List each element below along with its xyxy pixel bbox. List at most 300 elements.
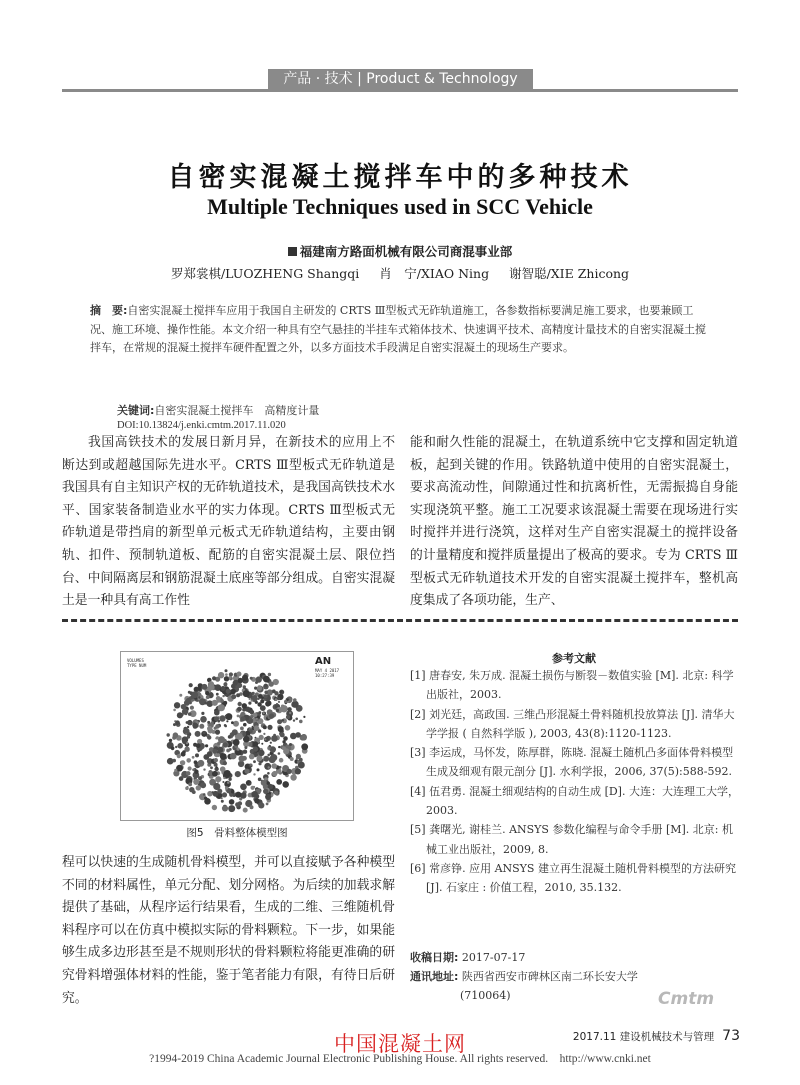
aggregate-particles xyxy=(121,652,353,820)
aggregate-particle xyxy=(251,786,255,790)
aggregate-particle xyxy=(188,766,192,770)
aggregate-particle xyxy=(180,760,185,765)
aggregate-particle xyxy=(200,716,207,723)
aggregate-particle xyxy=(187,735,190,738)
aggregate-particle xyxy=(204,798,211,805)
aggregate-particle xyxy=(212,749,217,754)
aggregate-particle xyxy=(265,699,267,701)
aggregate-particle xyxy=(251,700,253,702)
aggregate-particle xyxy=(240,727,244,731)
aggregate-particle xyxy=(278,701,280,703)
footer-journal: 2017.11 建设机械技术与管理 xyxy=(572,1031,715,1043)
aggregate-particle xyxy=(205,744,208,747)
aggregate-particle xyxy=(264,694,268,698)
author-1: 罗郑裳棋/LUOZHENG Shangqi xyxy=(170,266,360,281)
aggregate-particle xyxy=(205,691,209,695)
aggregate-particle xyxy=(295,768,301,774)
aggregate-particle xyxy=(212,676,216,680)
aggregate-particle xyxy=(257,768,260,771)
aggregate-particle xyxy=(216,766,218,768)
aggregate-particle xyxy=(167,733,170,736)
reference-item: [4] 伍君勇. 混凝土细观结构的自动生成 [D]. 大连：大连理工大学，2003. xyxy=(410,784,739,818)
aggregate-particle xyxy=(240,716,245,721)
aggregate-particle xyxy=(228,805,235,812)
aggregate-particle xyxy=(268,747,271,750)
received-date: 2017-07-17 xyxy=(461,951,526,964)
aggregate-particle xyxy=(264,691,268,695)
aggregate-particle xyxy=(293,719,295,721)
aggregate-particle xyxy=(249,783,251,785)
aggregate-particle xyxy=(257,755,263,761)
aggregate-particle xyxy=(171,746,175,750)
title-english: Multiple Techniques used in SCC Vehicle xyxy=(207,194,593,219)
aggregate-particle xyxy=(225,715,227,717)
aggregate-particle xyxy=(253,773,255,775)
aggregate-particle xyxy=(296,757,298,759)
aggregate-particle xyxy=(212,700,218,706)
reference-item: [3] 李运成，马怀发，陈厚群，陈晓. 混凝土随机凸多面体骨料模型生成及细观有限元剖分 [J]. 水利学报，2006, 37(5):588-592. xyxy=(410,746,734,779)
aggregate-particle xyxy=(235,792,241,798)
aggregate-particle xyxy=(233,739,240,746)
aggregate-particle xyxy=(221,797,223,799)
aggregate-particle xyxy=(222,781,224,783)
aggregate-particle xyxy=(264,684,267,687)
aggregate-particle xyxy=(293,698,297,702)
aggregate-particle xyxy=(215,724,220,729)
aggregate-particle xyxy=(239,755,245,761)
aggregate-particle xyxy=(214,758,218,762)
aggregate-particle xyxy=(185,786,189,790)
aggregate-particle xyxy=(187,726,189,728)
aggregate-particle xyxy=(268,673,271,676)
aggregate-particle xyxy=(219,715,225,721)
abstract-label: 摘 要: xyxy=(90,304,128,317)
aggregate-particle xyxy=(253,760,256,763)
aggregate-particle xyxy=(243,723,247,727)
aggregate-particle xyxy=(250,764,252,766)
aggregate-particle xyxy=(257,686,262,691)
author-3: 谢智聪/XIE Zhicong xyxy=(509,266,630,281)
aggregate-particle xyxy=(230,718,232,720)
affiliation-text: 福建南方路面机械有限公司商混事业部 xyxy=(299,244,513,259)
aggregate-particle xyxy=(188,712,192,716)
aggregate-particle xyxy=(193,743,197,747)
copyright-line: ?1994-2019 China Academic Journal Electronic Publishing House. All rights reserved. http://www.cnki.net xyxy=(149,1053,651,1065)
aggregate-particle xyxy=(226,689,231,694)
aggregate-particle xyxy=(186,721,189,724)
aggregate-particle xyxy=(223,761,227,765)
aggregate-particle xyxy=(282,740,285,743)
aggregate-particle xyxy=(282,719,285,722)
aggregate-particle xyxy=(267,754,270,757)
aggregate-particle xyxy=(290,757,294,761)
aggregate-particle xyxy=(263,733,265,735)
aggregate-particle xyxy=(195,753,199,757)
aggregate-particle xyxy=(182,708,188,714)
aggregate-particle xyxy=(256,718,258,720)
aggregate-particle xyxy=(223,742,228,747)
aggregate-particle xyxy=(182,740,186,744)
aggregate-particle xyxy=(253,713,258,718)
aggregate-particle xyxy=(242,703,247,708)
aggregate-particle xyxy=(248,702,251,705)
aggregate-particle xyxy=(220,753,227,760)
aggregate-particle xyxy=(270,742,272,744)
aggregate-particle xyxy=(254,725,260,731)
aggregate-particle xyxy=(200,782,206,788)
aggregate-particle xyxy=(204,702,207,705)
body-left-column: 我国高铁技术的发展日新月异，在新技术的应用上不断达到或超越国际先进水平。CRTS Ⅲ型板式无砟轨道是我国具有自主知识产权的无砟轨道技术，是我国高铁技术水平、国家装备制造业水平的实力体现。CRTS Ⅲ型板式无砟轨道是带挡肩的新型单元板式无砟轨道结构，主要由钢轨、扣件、预制轨道板、配筋的自密实混凝土层、限位挡台、中间隔离层和钢筋混凝土底座等部分组成。自密实混凝土是一种具有高工作性 xyxy=(62,435,395,609)
aggregate-particle xyxy=(250,677,253,680)
aggregate-particle xyxy=(291,736,293,738)
figure-date: MAY 4 2017 xyxy=(315,668,340,673)
aggregate-particle xyxy=(263,756,269,762)
aggregate-particle xyxy=(256,676,262,682)
aggregate-particle xyxy=(287,769,292,774)
aggregate-particle xyxy=(243,750,247,754)
aggregate-particle xyxy=(223,777,225,779)
body-right-column: 能和耐久性能的混凝土，在轨道系统中它支撑和固定轨道板，起到关键的作用。铁路轨道中使用的自密实混凝土，要求高流动性，间隙通过性和抗离析性，无需振捣自身能实现浇筑平整。施工工况要求该混凝土需要在现场进行实时搅拌并进行浇筑，这样对生产自密实混凝土的搅拌设备的计量精度和搅拌质量提出了极高的要求。专为 CRTS Ⅲ型板式无砟轨道技术开发的自密实混凝土搅拌车，整机高度集成了各项功能，生产、 xyxy=(410,435,738,609)
aggregate-particle xyxy=(243,736,250,743)
aggregate-particle xyxy=(225,673,228,676)
aggregate-particle xyxy=(222,792,227,797)
aggregate-particle xyxy=(263,676,270,683)
aggregate-particle xyxy=(235,771,241,777)
aggregate-particle xyxy=(221,800,224,803)
aggregate-particle xyxy=(285,725,291,731)
aggregate-particle xyxy=(195,724,199,728)
aggregate-particle xyxy=(277,697,280,700)
aggregate-particle xyxy=(258,778,262,782)
aggregate-particle xyxy=(284,700,287,703)
aggregate-particle xyxy=(271,735,278,742)
aggregate-particle xyxy=(267,772,270,775)
reference-item: [1] 唐春安, 朱万成. 混凝土损伤与断裂－数值实验 [M]. 北京: 科学出版社，2003. xyxy=(410,669,734,702)
aggregate-particle xyxy=(216,753,220,757)
aggregate-particle xyxy=(174,769,177,772)
aggregate-particle xyxy=(186,758,191,763)
aggregate-particle xyxy=(269,756,276,763)
aggregate-particle xyxy=(272,689,276,693)
aggregate-particle xyxy=(271,763,277,769)
aggregate-particle xyxy=(272,771,277,776)
aggregate-particle xyxy=(237,672,242,677)
aggregate-particle xyxy=(213,784,217,788)
aggregate-particle xyxy=(276,703,278,705)
aggregate-particle xyxy=(197,739,202,744)
aggregate-particle xyxy=(228,778,231,781)
aggregate-particle xyxy=(264,738,266,740)
aggregate-particle xyxy=(276,709,279,712)
aggregate-particle xyxy=(263,725,267,729)
aggregate-particle xyxy=(267,725,272,730)
aggregate-particle xyxy=(244,746,247,749)
aggregate-particle xyxy=(286,715,290,719)
aggregate-particle xyxy=(237,748,240,751)
reference-item: [2] 刘光廷，高政国. 三维凸形混凝土骨料随机投放算法 [J]. 清华大学学报 ( 自然科学版 ), 2003, 43(8):1120-1123. xyxy=(410,707,735,740)
aggregate-particle xyxy=(287,707,291,711)
aggregate-particle xyxy=(243,685,246,688)
aggregate-particle xyxy=(280,732,285,737)
aggregate-particle xyxy=(177,712,183,718)
aggregate-particle xyxy=(216,736,219,739)
aggregate-particle xyxy=(198,776,202,780)
figure-aggregate-model xyxy=(120,651,354,821)
aggregate-particle xyxy=(214,710,220,716)
aggregate-particle xyxy=(274,791,278,795)
aggregate-particle xyxy=(177,743,183,749)
aggregate-particle xyxy=(192,699,195,702)
aggregate-particle xyxy=(186,771,191,776)
aggregate-particle xyxy=(269,701,271,703)
aggregate-particle xyxy=(303,716,305,718)
aggregate-particle xyxy=(237,715,240,718)
keywords-text: 自密实混凝土搅拌车 高精度计量 xyxy=(154,404,320,417)
aggregate-particle xyxy=(195,731,201,737)
aggregate-particle xyxy=(301,735,307,741)
aggregate-particle xyxy=(203,768,205,770)
aggregate-particle xyxy=(202,731,205,734)
aggregate-particle xyxy=(276,779,282,785)
aggregate-particle xyxy=(282,746,286,750)
aggregate-particle xyxy=(263,712,265,714)
aggregate-particle xyxy=(237,707,242,712)
aggregate-particle xyxy=(169,739,172,742)
aggregate-particle xyxy=(198,760,205,767)
aggregate-particle xyxy=(206,695,210,699)
aggregate-particle xyxy=(216,693,219,696)
aggregate-particle xyxy=(263,789,268,794)
aggregate-particle xyxy=(226,720,228,722)
aggregate-particle xyxy=(203,793,206,796)
aggregate-particle xyxy=(261,780,267,786)
aggregate-particle xyxy=(236,733,243,740)
aggregate-particle xyxy=(278,726,284,732)
aggregate-particle xyxy=(227,781,230,784)
aggregate-particle xyxy=(254,798,259,803)
aggregate-particle xyxy=(240,784,247,791)
aggregate-particle xyxy=(215,776,221,782)
aggregate-particle xyxy=(231,790,234,793)
aggregate-particle xyxy=(185,733,187,735)
aggregate-particle xyxy=(232,729,238,735)
aggregate-particle xyxy=(268,766,270,768)
aggregate-particle xyxy=(230,753,237,760)
aggregate-particle xyxy=(211,721,214,724)
aggregate-particle xyxy=(258,750,264,756)
aggregate-particle xyxy=(242,675,248,681)
references-title: 参考文献 xyxy=(552,652,596,665)
aggregate-particle xyxy=(292,701,299,708)
aggregate-particle xyxy=(194,760,198,764)
received-label: 收稿日期: xyxy=(410,951,459,964)
aggregate-particle xyxy=(243,808,248,813)
address-label: 通讯地址: xyxy=(410,970,459,983)
authors xyxy=(0,264,800,282)
cmtm-logo: Cmtm xyxy=(658,989,715,1009)
aggregate-particle xyxy=(174,702,180,708)
aggregate-particle xyxy=(192,756,195,759)
aggregate-particle xyxy=(201,712,204,715)
aggregate-particle xyxy=(231,694,236,699)
aggregate-particle xyxy=(207,751,213,757)
reference-item: [5] 龚曙光, 谢桂兰. ANSYS 参数化编程与命令手册 [M]. 北京: 机械工业出版社，2009, 8. xyxy=(410,823,733,856)
aggregate-particle xyxy=(290,733,297,740)
references-list xyxy=(410,666,740,898)
aggregate-particle xyxy=(210,766,213,769)
aggregate-particle xyxy=(266,803,269,806)
dashed-divider xyxy=(62,619,738,622)
aggregate-particle xyxy=(233,721,239,727)
aggregate-particle xyxy=(202,684,208,690)
aggregate-particle xyxy=(225,786,228,789)
aggregate-particle xyxy=(218,704,225,711)
aggregate-particle xyxy=(299,720,303,724)
aggregate-particle xyxy=(261,743,263,745)
aggregate-particle xyxy=(198,750,200,752)
aggregate-particle xyxy=(229,672,233,676)
aggregate-particle xyxy=(222,805,228,811)
keywords xyxy=(117,402,319,418)
abstract xyxy=(90,302,712,358)
watermark: 中国混凝土网 xyxy=(334,1032,466,1056)
aggregate-particle xyxy=(198,696,200,698)
aggregate-particle xyxy=(175,720,180,725)
figure-caption: 图5 骨料整体模型图 xyxy=(186,827,288,839)
abstract-text: 自密实混凝土搅拌车应用于我国自主研发的 CRTS Ⅲ型板式无砟轨道施工，各参数指标要满足施工要求，也要兼顾工况、施工环境、操作性能。本文介绍一种具有空气悬挂的半挂车式箱体技术、快速调平技术、高精度计量技术的自密实混凝土搅拌车，在常规的混凝土搅拌车硬件配置之外，以多方面技术手段满足自密实混凝土的现场生产要求。 xyxy=(90,304,706,354)
title-chinese: 自密实混凝土搅拌车中的多种技术 xyxy=(167,162,633,193)
aggregate-particle xyxy=(207,735,211,739)
aggregate-particle xyxy=(249,754,255,760)
aggregate-particle xyxy=(289,743,292,746)
aggregate-particle xyxy=(253,747,258,752)
aggregate-particle xyxy=(238,702,242,706)
aggregate-particle xyxy=(226,749,230,753)
aggregate-particle xyxy=(217,742,221,746)
aggregate-particle xyxy=(243,690,250,697)
address-line xyxy=(410,967,740,986)
aggregate-particle xyxy=(278,752,281,755)
aggregate-particle xyxy=(217,747,223,753)
aggregate-particle xyxy=(251,791,258,798)
aggregate-particle xyxy=(188,721,193,726)
aggregate-particle xyxy=(173,732,179,738)
aggregate-particle xyxy=(199,724,204,729)
affiliation xyxy=(0,242,800,260)
aggregate-particle xyxy=(212,771,218,777)
received-line xyxy=(410,948,740,967)
aggregate-particle xyxy=(189,683,193,687)
aggregate-particle xyxy=(214,763,218,767)
aggregate-particle xyxy=(244,769,249,774)
aggregate-particle xyxy=(212,805,217,810)
aggregate-particle xyxy=(278,746,280,748)
header-rule xyxy=(62,89,738,92)
aggregate-particle xyxy=(181,775,184,778)
aggregate-particle xyxy=(257,702,261,706)
aggregate-particle xyxy=(250,805,254,809)
aggregate-particle xyxy=(216,696,221,701)
aggregate-particle xyxy=(280,705,287,712)
aggregate-particle xyxy=(181,752,186,757)
aggregate-particle xyxy=(275,698,278,701)
aggregate-particle xyxy=(261,696,264,699)
aggregate-particle xyxy=(279,691,282,694)
aggregate-particle xyxy=(218,672,224,678)
aggregate-particle xyxy=(184,700,190,706)
aggregate-particle xyxy=(193,779,199,785)
section-band: 产品 · 技术 | Product & Technology xyxy=(268,69,533,89)
aggregate-particle xyxy=(235,802,240,807)
keywords-label: 关键词: xyxy=(117,404,155,417)
figure-label-line: VOLUMES xyxy=(127,658,144,663)
aggregate-particle xyxy=(269,681,274,686)
aggregate-particle xyxy=(289,712,291,714)
aggregate-particle xyxy=(215,730,220,735)
aggregate-particle xyxy=(264,763,271,770)
aggregate-particle xyxy=(207,726,212,731)
aggregate-particle xyxy=(223,682,227,686)
aggregate-particle xyxy=(237,683,242,688)
aggregate-particle xyxy=(229,799,235,805)
aggregate-particle xyxy=(282,781,289,788)
aggregate-particle xyxy=(258,711,261,714)
aggregate-particle xyxy=(224,725,227,728)
aggregate-particle xyxy=(290,774,296,780)
address-text: 陕西省西安市碑林区南二环长安大学 xyxy=(461,970,638,983)
aggregate-particle xyxy=(279,758,284,763)
aggregate-particle xyxy=(194,770,198,774)
aggregate-particle xyxy=(301,743,308,750)
ansys-logo: AN xyxy=(315,656,332,667)
aggregate-particle xyxy=(191,691,198,698)
aggregate-particle xyxy=(225,669,228,672)
square-icon xyxy=(288,247,297,256)
aggregate-particle xyxy=(212,791,214,793)
aggregate-particle xyxy=(221,686,226,691)
aggregate-particle xyxy=(172,759,176,763)
aggregate-particle xyxy=(231,721,234,724)
aggregate-particle xyxy=(188,783,192,787)
aggregate-particle xyxy=(222,695,224,697)
figure-label-line: TYPE NUM xyxy=(127,663,147,668)
reference-item: [6] 常彦铮. 应用 ANSYS 建立再生混凝土随机骨料模型的方法研究 [J]. 石家庄 : 价值工程，2010, 35.132. xyxy=(410,861,736,895)
aggregate-particle xyxy=(192,790,196,794)
aggregate-particle xyxy=(175,746,177,748)
body-left-column-continued: 程可以快速的生成随机骨料模型，并可以直接赋予各种模型不同的材料属性，单元分配、划分网格。为后续的加载求解提供了基础，从程序运行结果看，生成的二维、三维随机骨料程序可以在仿真中模拟实际的骨料颗粒。下一步，如果能够生成多边形甚至是不规则形状的骨料颗粒将能更准确的研究骨料增强体材料的性能，鉴于笔者能力有限，有待日后研究。 xyxy=(62,855,395,1006)
aggregate-particle xyxy=(283,736,288,741)
aggregate-particle xyxy=(177,754,181,758)
author-2: 肖 宁/XIAO Ning xyxy=(379,266,490,281)
aggregate-particle xyxy=(179,694,182,697)
page-number: 73 xyxy=(722,1028,740,1044)
aggregate-particle xyxy=(295,718,298,721)
aggregate-particle xyxy=(258,802,264,808)
aggregate-particle xyxy=(190,706,194,710)
aggregate-particle xyxy=(208,684,215,691)
postcode: (710064) xyxy=(460,989,511,1002)
aggregate-particle xyxy=(214,716,219,721)
aggregate-particle xyxy=(229,676,232,679)
aggregate-particle xyxy=(224,676,229,681)
aggregate-particle xyxy=(236,693,240,697)
figure-time: 10:27:39 xyxy=(315,673,335,678)
aggregate-particle xyxy=(173,709,176,712)
doi: DOI:10.13824/j.enki.cmtm.2017.11.020 xyxy=(117,420,286,431)
aggregate-particle xyxy=(210,693,212,695)
aggregate-particle xyxy=(269,713,274,718)
aggregate-particle xyxy=(265,794,271,800)
